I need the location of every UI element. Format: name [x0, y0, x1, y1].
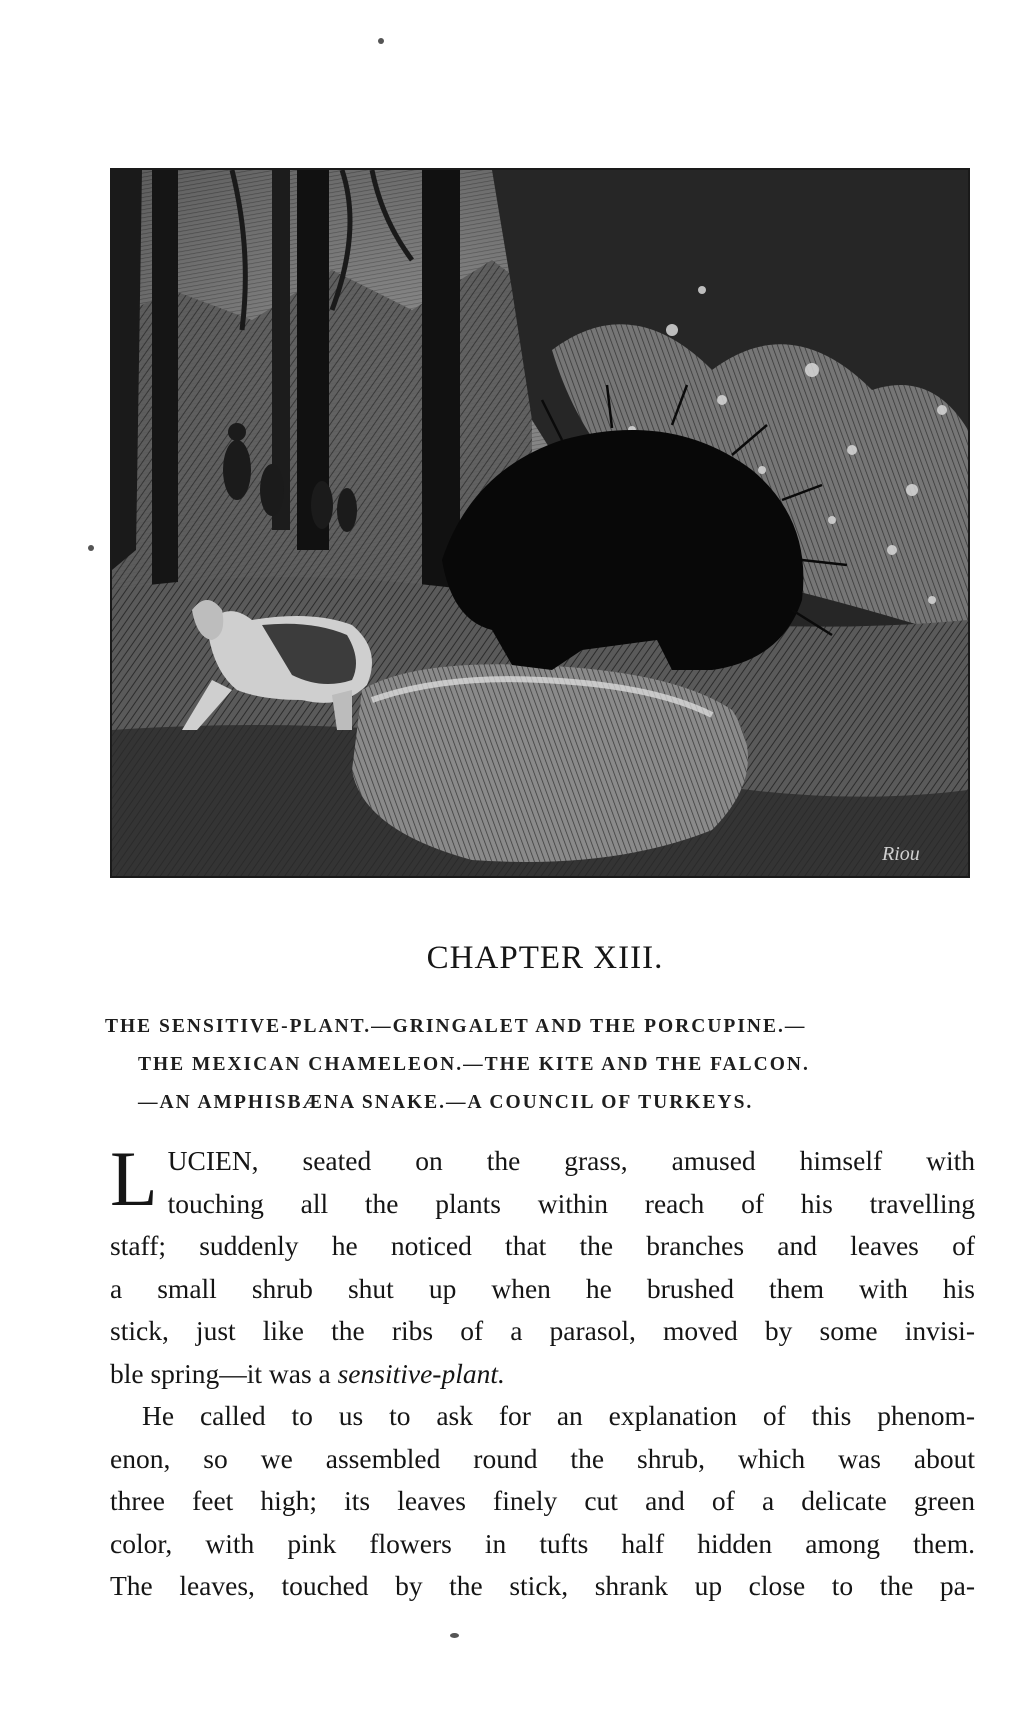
text-line — [110, 1353, 975, 1396]
text-line: He called to us to ask for an explanation of this phenom- — [142, 1400, 975, 1431]
ink-speck — [378, 38, 384, 44]
summary-line: —AN AMPHISBÆNA SNAKE.—A COUNCIL OF TURKEYS. — [138, 1092, 754, 1113]
text-line: enon, so we assembled round the shrub, which was about — [110, 1442, 975, 1474]
body-text — [110, 1135, 975, 1608]
chapter-title: CHAPTER XIII. — [426, 940, 664, 976]
artist-signature: Riou — [882, 843, 920, 865]
engraving-image — [112, 170, 968, 876]
text-line: The leaves, touched by the stick, shrank up close to the pa- — [110, 1570, 975, 1601]
summary-line: THE MEXICAN CHAMELEON.—THE KITE AND THE FALCON. — [138, 1054, 810, 1075]
text-line: touching all the plants within reach of his travelling — [167, 1187, 975, 1219]
paragraph — [110, 1395, 975, 1608]
text-line: color, with pink flowers in tufts half hidden among them. — [110, 1527, 975, 1559]
chapter-summary — [105, 1008, 975, 1122]
paragraph — [110, 1135, 975, 1395]
text-line: staff; suddenly he noticed that the branches and leaves of — [110, 1230, 975, 1261]
text-line: UCIEN, seated on the grass, amused himself with — [167, 1145, 975, 1176]
ink-speck — [450, 1633, 459, 1638]
italic-term: sensitive-plant. — [337, 1357, 505, 1389]
text-line: three feet high; its leaves finely cut and of a delicate green — [110, 1485, 975, 1516]
chapter-illustration — [110, 168, 970, 878]
drop-cap: L — [110, 1135, 158, 1222]
summary-line: THE SENSITIVE-PLANT.—GRINGALET AND THE PORCUPINE.— — [105, 1016, 807, 1037]
text-line: stick, just like the ribs of a parasol, moved by some invisi- — [110, 1315, 975, 1346]
ink-speck — [88, 545, 94, 551]
text-line: a small shrub shut up when he brushed them with his — [110, 1272, 975, 1304]
text-run: ble spring—it was a — [110, 1357, 338, 1389]
